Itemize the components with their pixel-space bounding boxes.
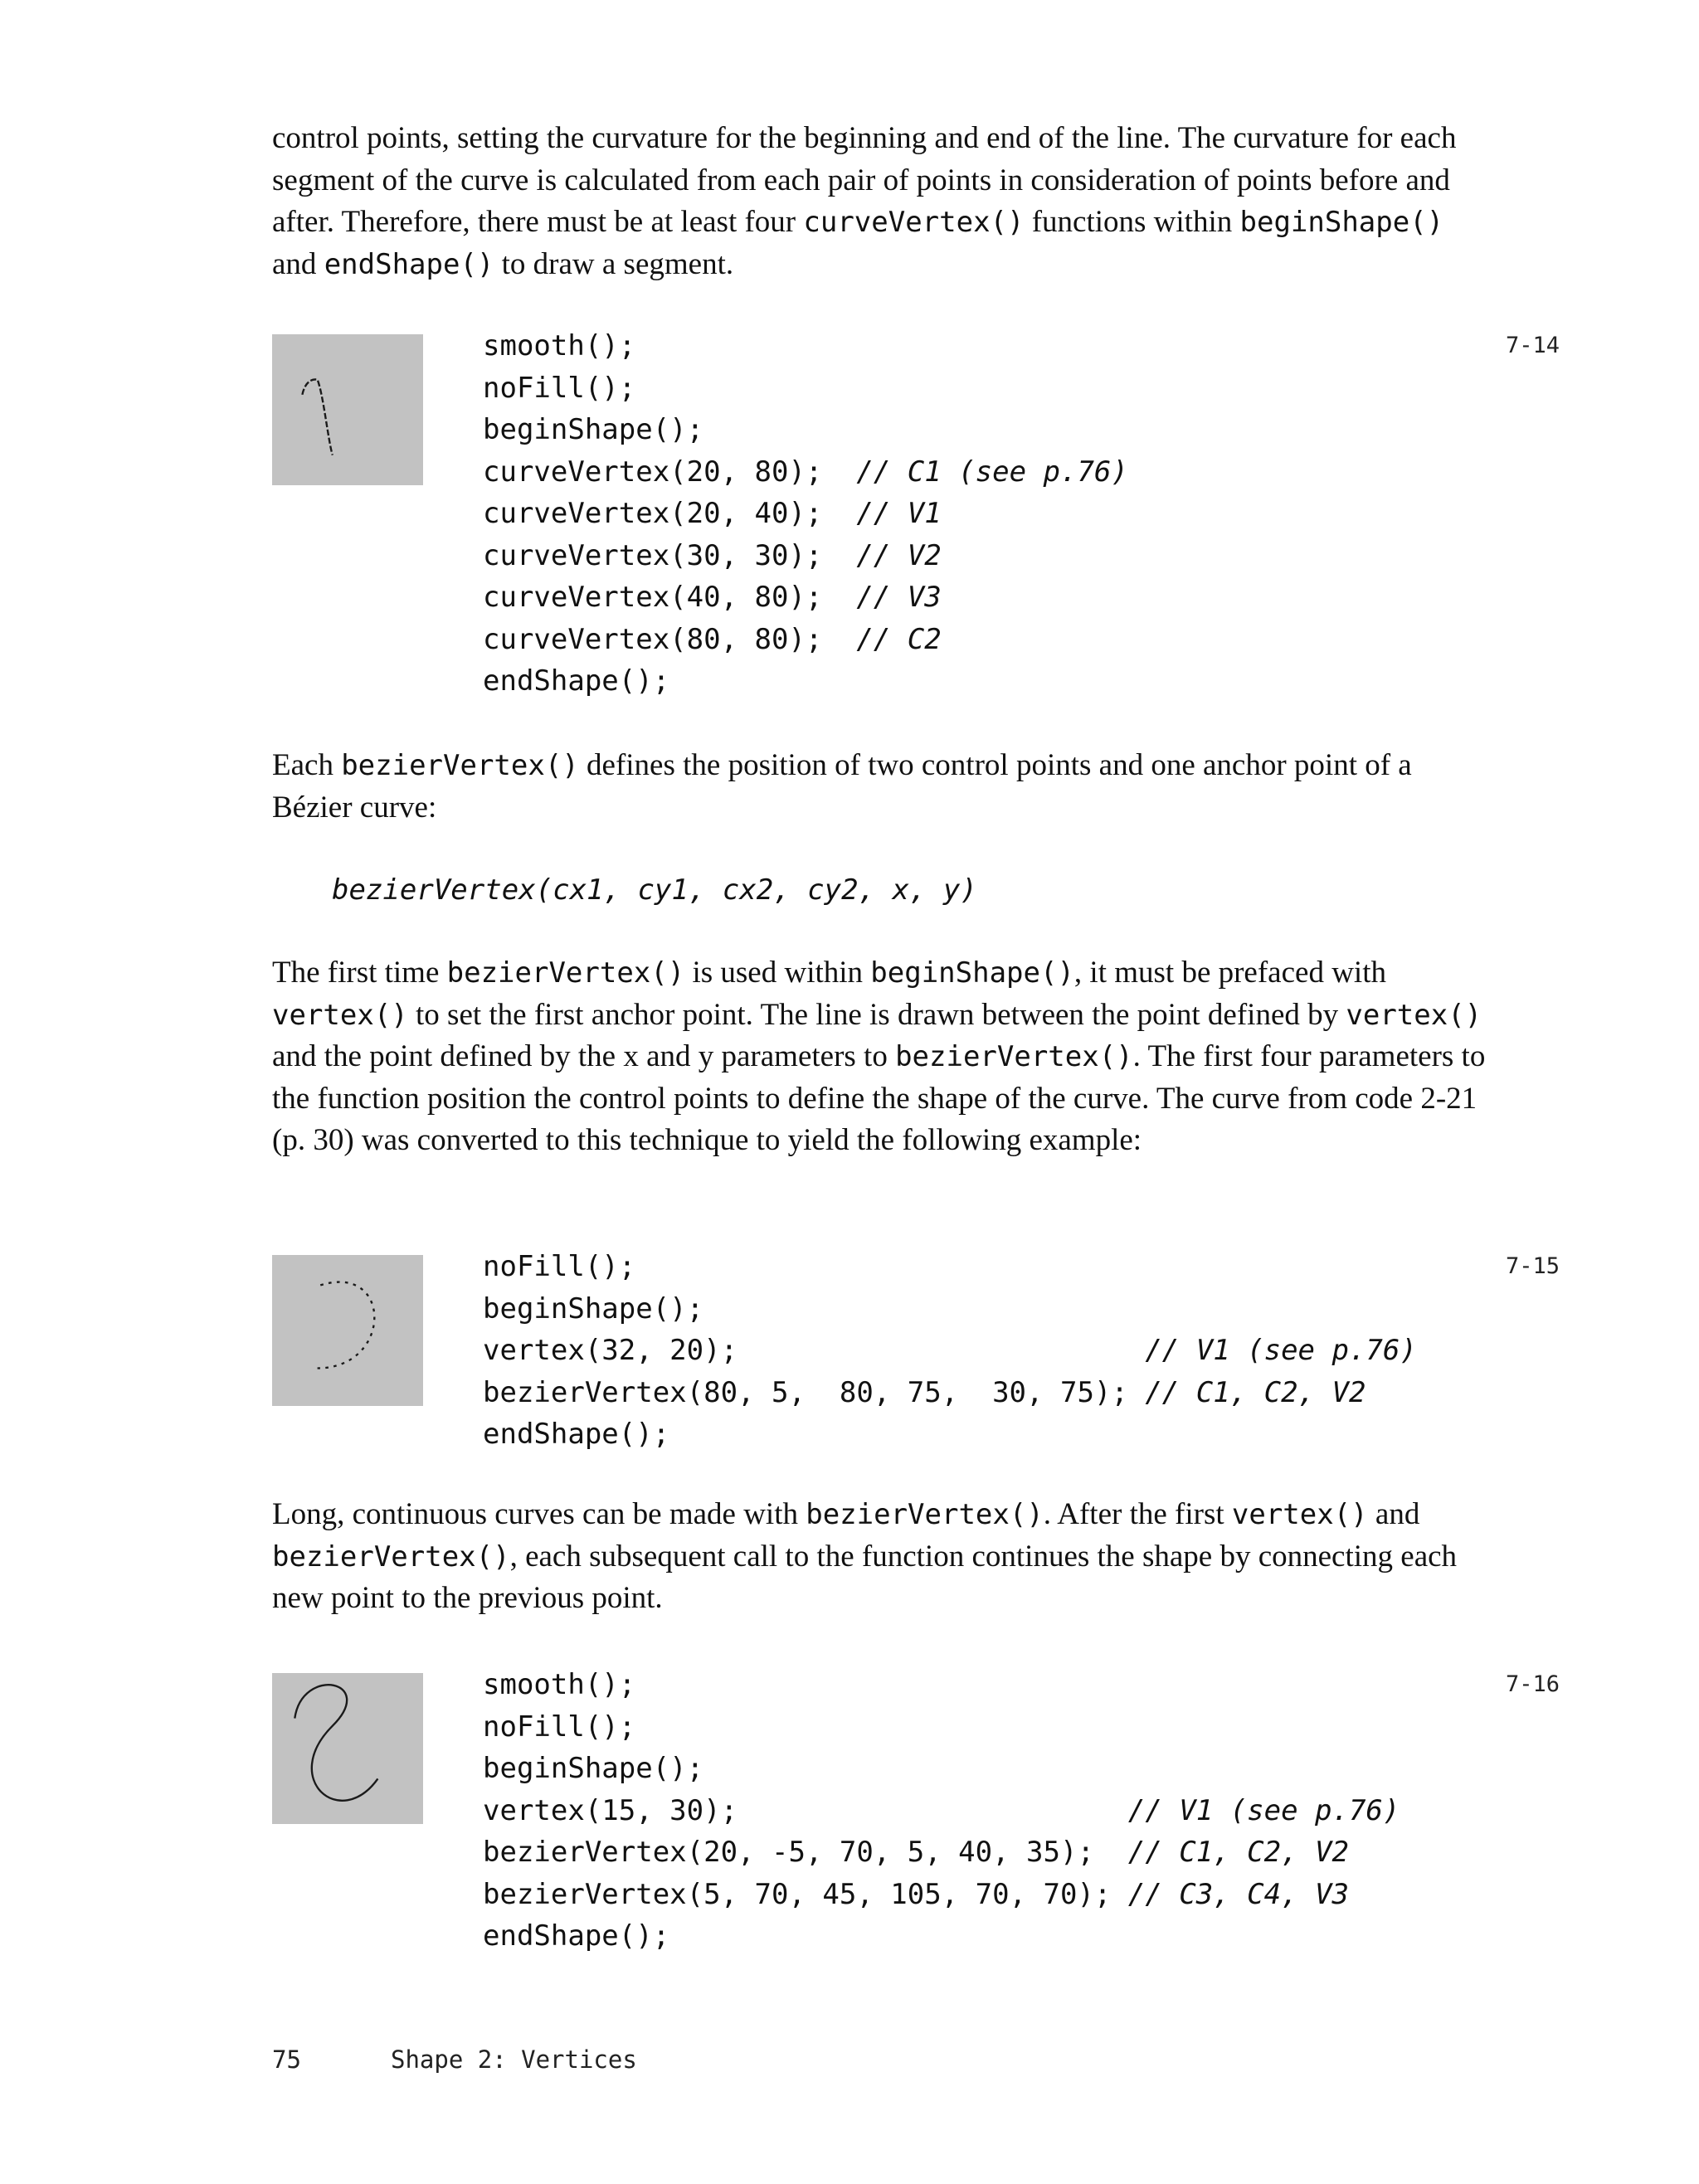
code-line: beginShape(); <box>483 1752 704 1785</box>
code-line: vertex(15, 30); // V1 (see p.76) <box>483 1793 1400 1827</box>
code-line: curveVertex(20, 80); // C1 (see p.76) <box>483 455 1128 489</box>
function-signature: bezierVertex(cx1, cy1, cx2, cy2, x, y) <box>332 873 977 907</box>
inline-code: bezierVertex() <box>895 1040 1133 1073</box>
paragraph-long-curves <box>272 1494 1492 1620</box>
code-line: noFill(); <box>483 1710 636 1744</box>
code-line: bezierVertex(80, 5, 80, 75, 30, 75); // C1, C2, V2 <box>483 1375 1366 1409</box>
code-line: beginShape(); <box>483 413 704 446</box>
chapter-title: Shape 2: Vertices <box>391 2045 637 2074</box>
code-line: bezierVertex(5, 70, 45, 105, 70, 70); // C3, C4, V3 <box>483 1877 1349 1911</box>
inline-code: curveVertex() <box>803 206 1025 239</box>
text: to set the first anchor point. The line is drawn between the point defined by <box>407 997 1346 1032</box>
code-line: curveVertex(30, 30); // V2 <box>483 538 942 572</box>
example-7-15-thumbnail <box>272 1255 423 1406</box>
text: , it must be prefaced with <box>1073 956 1386 990</box>
text: . After the first <box>1043 1497 1232 1531</box>
text: . The first four parameters to the function position the control points to define the shape of the curve. The curve from code 2-21 (p. 30) was converted to this technique to yield the following example: <box>272 1039 1486 1157</box>
example-number: 7-16 <box>1506 1671 1560 1697</box>
example-number: 7-15 <box>1506 1253 1560 1279</box>
inline-code: vertex() <box>272 998 408 1032</box>
code-line: curveVertex(40, 80); // V3 <box>483 581 942 614</box>
code-line: curveVertex(80, 80); // C2 <box>483 622 942 656</box>
example-7-14-thumbnail <box>272 334 423 485</box>
code-line: endShape(); <box>483 1919 670 1953</box>
text: control points, setting the curvature for the beginning and end of the line. The curvature for each segment of the curve is calculated from each pair of points in consideration of points before and after. Therefore, there must be at least four <box>272 121 1457 239</box>
text: and <box>272 246 324 281</box>
inline-code: bezierVertex() <box>446 956 685 990</box>
text: The first time <box>272 956 447 990</box>
code-line: endShape(); <box>483 1418 670 1451</box>
text: and <box>1367 1497 1420 1531</box>
code-line: bezierVertex(20, -5, 70, 5, 40, 35); // C1, C2, V2 <box>483 1836 1349 1869</box>
code-line: noFill(); <box>483 1250 636 1283</box>
page-number: 75 <box>272 2045 301 2074</box>
inline-code: endShape() <box>324 247 494 281</box>
code-line: endShape(); <box>483 664 670 698</box>
curve-vertex-shape <box>272 334 423 485</box>
code-block-7-15 <box>483 1246 1417 1456</box>
inline-code: bezierVertex() <box>806 1498 1044 1531</box>
text: Each <box>272 748 342 782</box>
text: and the point defined by the x and y parameters to <box>272 1039 896 1073</box>
continuous-bezier-shape <box>272 1673 423 1824</box>
inline-code: beginShape() <box>1239 206 1444 239</box>
code-line: noFill(); <box>483 371 636 405</box>
bezier-vertex-shape <box>272 1255 423 1406</box>
text: is used within <box>684 956 871 990</box>
inline-code: vertex() <box>1231 1498 1368 1531</box>
code-line: curveVertex(20, 40); // V1 <box>483 497 942 530</box>
code-line: beginShape(); <box>483 1291 704 1325</box>
paragraph-bezier-vertex <box>272 745 1492 829</box>
example-number: 7-14 <box>1506 333 1560 358</box>
text: Long, continuous curves can be made with <box>272 1497 806 1531</box>
paragraph-first-bezier <box>272 952 1492 1162</box>
inline-code: bezierVertex() <box>341 749 579 782</box>
code-block-7-14 <box>483 325 1128 703</box>
text: to draw a segment. <box>494 246 734 281</box>
code-block-7-16 <box>483 1664 1400 1958</box>
example-7-16-thumbnail <box>272 1673 423 1824</box>
text: functions within <box>1024 205 1240 239</box>
code-line: smooth(); <box>483 1668 636 1701</box>
text: defines the position of two control points and one anchor point of a Bézier curve: <box>272 748 1412 824</box>
inline-code: beginShape() <box>870 956 1074 990</box>
inline-code: vertex() <box>1346 998 1482 1032</box>
paragraph-curve-vertex <box>272 118 1492 285</box>
code-line: smooth(); <box>483 329 636 362</box>
text: , each subsequent call to the function continues the shape by connecting each new point to the previous point. <box>272 1539 1458 1615</box>
inline-code: bezierVertex() <box>272 1540 510 1574</box>
code-line: vertex(32, 20); // V1 (see p.76) <box>483 1334 1417 1367</box>
